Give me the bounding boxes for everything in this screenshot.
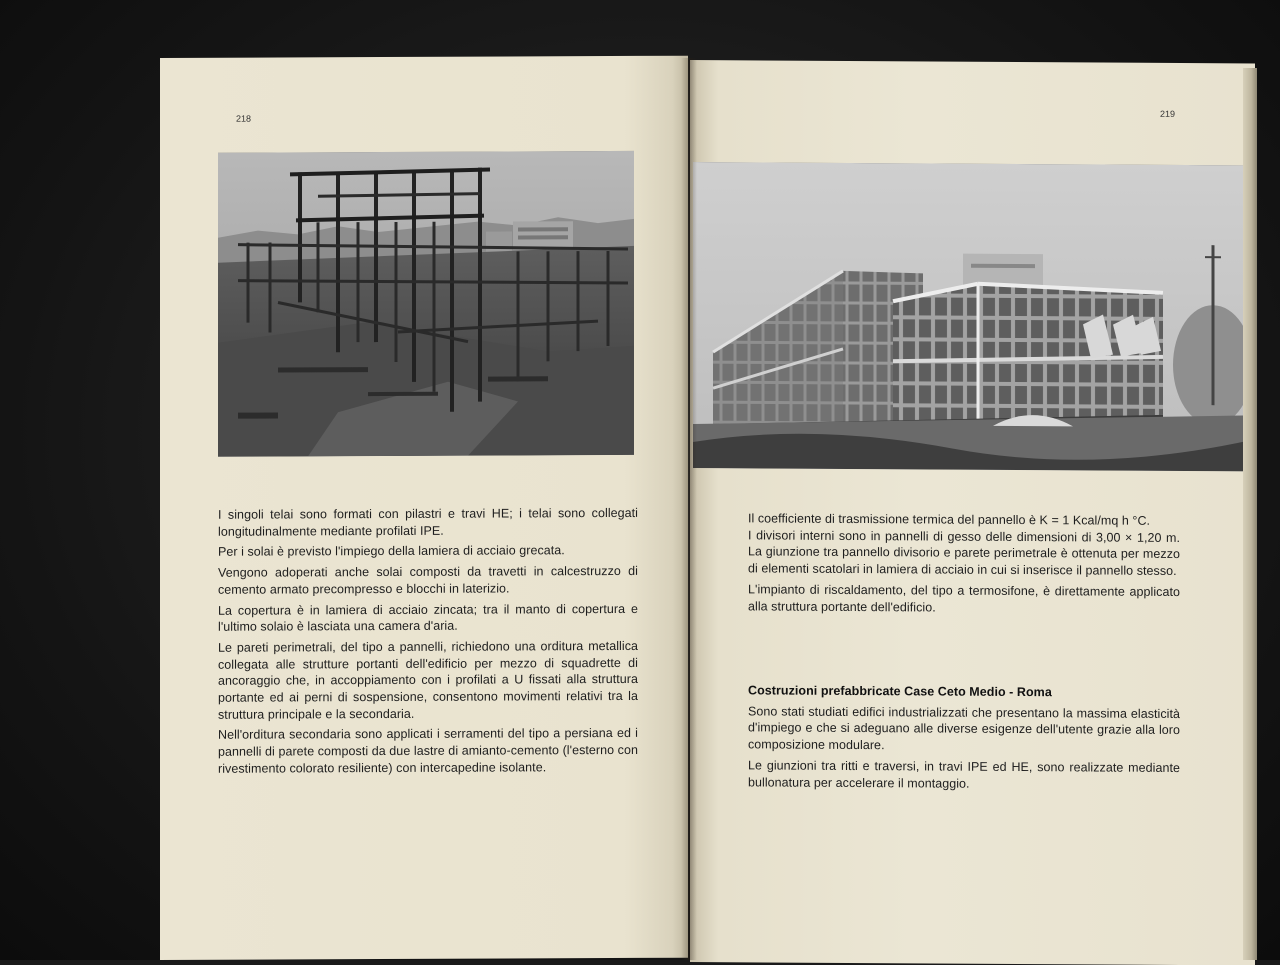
paragraph: Il coefficiente di trasmissione termica del pannello è K = 1 Kcal/mq h °C.	[748, 510, 1180, 529]
paragraph: L'impianto di riscaldamento, del tipo a termosifone, è direttamente applicato alla struttura portante dell'edificio.	[748, 581, 1180, 617]
section-heading: Costruzioni prefabbricate Case Ceto Medio - Roma	[748, 682, 1180, 701]
section-case-ceto-medio	[748, 682, 1180, 797]
paragraph: Per i solai è previsto l'impiego della lamiera di acciaio grecata.	[218, 542, 638, 561]
right-page-body	[748, 510, 1180, 621]
page-stack-edge	[1243, 68, 1257, 960]
left-page-body	[218, 505, 638, 781]
page-number-right: 219	[1160, 109, 1175, 119]
glass-building-photo	[693, 162, 1250, 471]
glass-building-illustration	[693, 162, 1250, 471]
book-gutter	[681, 58, 697, 960]
paragraph: I singoli telai sono formati con pilastri e travi HE; i telai sono collegati longitudinalmente mediante profilati IPE.	[218, 505, 638, 540]
paragraph: I divisori interni sono in pannelli di gesso delle dimensioni di 3,00 × 1,20 m. La giunzione tra pannello divisorio e parete perimetrale è ottenuta per mezzo di elementi scatolari in lamiera di acciaio in cui si inserisce il pannello stesso.	[748, 527, 1180, 580]
paragraph: Nell'orditura secondaria sono applicati i serramenti del tipo a persiana ed i pannelli di parete composti da due lastre di amianto-cemento (l'esterno con rivestimento colorato resiliente) con intercapedine isolante.	[218, 725, 638, 777]
paragraph: Sono stati studiati edifici industrializzati che presentano la massima elasticità d'impiego e che si adeguano alle diverse esigenze dell'utente grazie alla loro composizione modulare.	[748, 703, 1180, 756]
steel-frame-photo	[218, 151, 634, 457]
steel-frame-illustration	[218, 151, 634, 457]
left-page	[160, 56, 688, 960]
page-number-left: 218	[236, 114, 251, 124]
open-book	[160, 58, 1255, 960]
paragraph: Vengono adoperati anche solai composti da travetti in calcestruzzo di cemento armato precompresso e blocchi in laterizio.	[218, 563, 638, 598]
paragraph: La copertura è in lamiera di acciaio zincata; tra il manto di copertura e l'ultimo solaio è lasciata una camera d'aria.	[218, 600, 638, 635]
right-page	[690, 60, 1255, 965]
paragraph: Le pareti perimetrali, del tipo a pannelli, richiedono una orditura metallica collegata alle strutture portanti dell'edificio per mezzo di squadrette di ancoraggio che, in accoppiamento con i profilati a U fissati alla struttura portante ed ai perni di sospensione, consentono movimenti relativi tra la struttura principale e la secondaria.	[218, 638, 638, 723]
paragraph: Le giunzioni tra ritti e traversi, in travi IPE ed HE, sono realizzate mediante bullonatura per accelerare il montaggio.	[748, 757, 1180, 793]
